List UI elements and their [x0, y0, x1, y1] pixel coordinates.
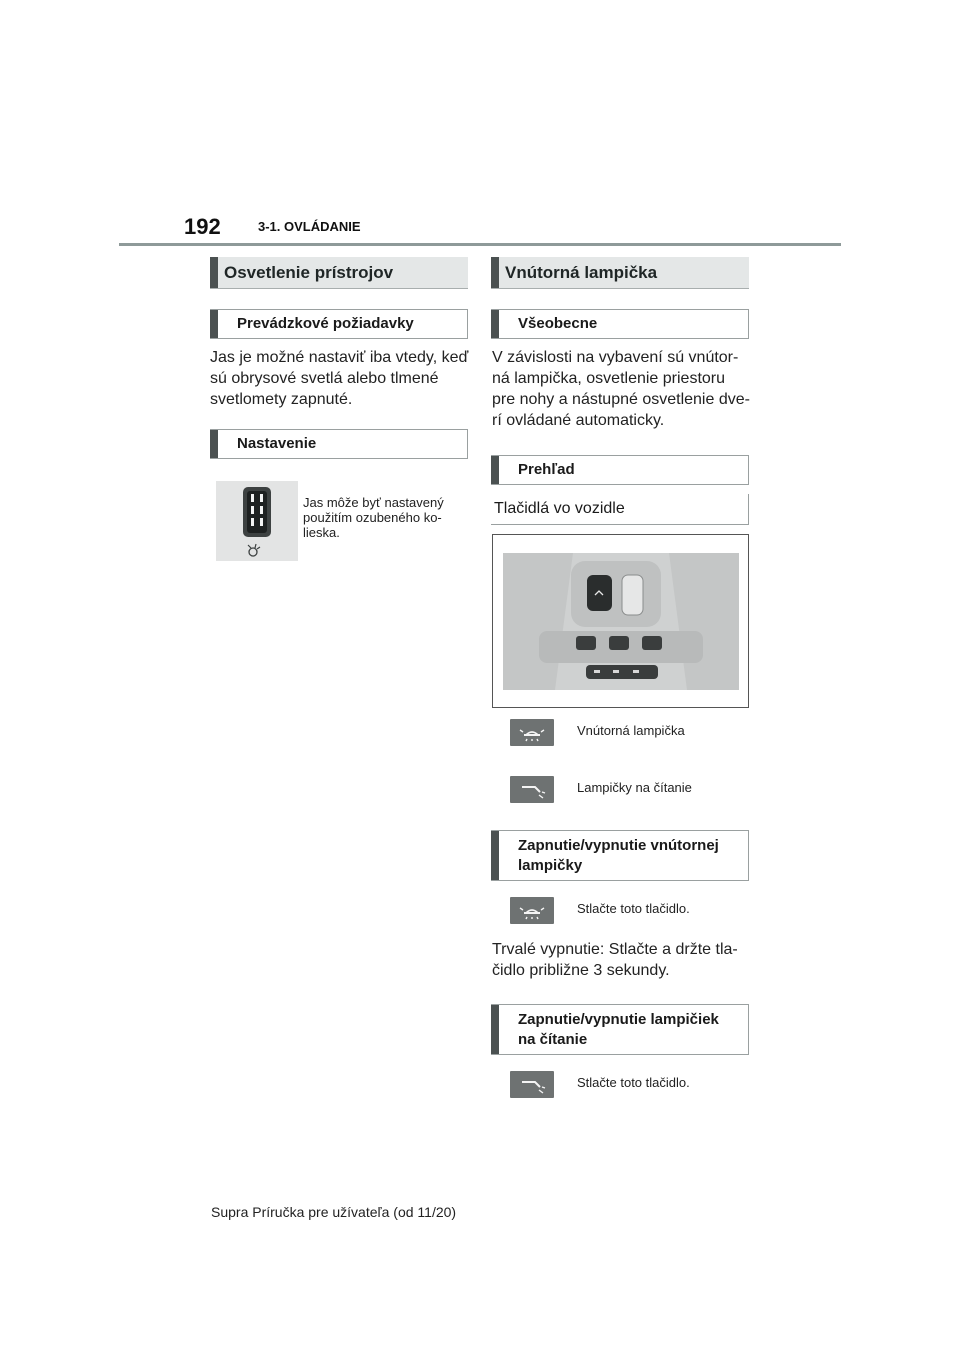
subheading-text: Všeobecne — [518, 315, 598, 332]
permanent-off-paragraph — [492, 939, 754, 981]
interior-light-icon — [510, 719, 554, 746]
paragraph-line: pre nohy a nástupné osvetlenie dve- — [492, 391, 750, 408]
section-label: 3-1. OVLÁDANIE — [258, 219, 361, 234]
footer-text: Supra Príručka pre užívateľa (od 11/20) — [211, 1204, 457, 1220]
subheading-interior-light-toggle — [491, 830, 749, 881]
thumbwheel-icon — [216, 481, 298, 561]
section-title-text: Osvetlenie prístrojov — [224, 262, 394, 282]
subheading-text: na čítanie — [518, 1030, 588, 1048]
description-line: Jas môže byť nastavený — [303, 495, 444, 510]
paragraph-line: Trvalé vypnutie: Stlačte a držte tla- — [492, 941, 738, 958]
reading-light-instruction: Stlačte toto tlačidlo. — [577, 1075, 690, 1090]
page-number: 192 — [184, 214, 221, 239]
subheading-text: lampičky — [518, 856, 583, 874]
header-rule — [119, 243, 841, 246]
paragraph-line: ná lampička, osvetlenie priestoru — [492, 370, 726, 387]
paragraph-line: rí ovládané automaticky. — [492, 412, 665, 429]
subheading-setting — [210, 429, 468, 459]
description-line: lieska. — [303, 525, 340, 540]
subheading-text: Zapnutie/vypnutie lampičiek — [518, 1010, 719, 1028]
section-title-interior-light — [491, 257, 749, 289]
interior-light-icon — [510, 897, 554, 924]
setting-description — [303, 495, 468, 540]
subheading-text: Zapnutie/vypnutie vnútornej — [518, 836, 719, 854]
subheading-text: Nastavenie — [237, 435, 317, 452]
paragraph-line: Jas je možné nastaviť iba vtedy, keď — [210, 349, 469, 366]
reading-light-icon — [510, 776, 554, 803]
subheading-general — [491, 309, 749, 339]
paragraph-line: V závislosti na vybavení sú vnútor- — [492, 349, 739, 366]
legend-label-reading-light: Lampičky na čítanie — [577, 780, 692, 795]
paragraph-line: svetlomety zapnuté. — [210, 391, 353, 408]
subheading-text: Tlačidlá vo vozidle — [494, 500, 625, 517]
legend-label-interior-light: Vnútorná lampička — [577, 723, 685, 738]
interior-light-instruction: Stlačte toto tlačidlo. — [577, 901, 690, 916]
subheading-text: Prehľad — [518, 461, 575, 478]
section-title-instrument-lighting — [210, 257, 468, 289]
subheading-overview — [491, 455, 749, 485]
requirements-paragraph — [210, 347, 472, 410]
section-title-text: Vnútorná lampička — [505, 262, 658, 282]
subheading-requirements — [210, 309, 468, 339]
description-line: použitím ozubeného ko- — [303, 510, 442, 525]
subheading-buttons-in-vehicle — [491, 494, 749, 525]
subheading-reading-lights-toggle — [491, 1004, 749, 1055]
paragraph-line: čidlo približne 3 sekundy. — [492, 962, 670, 979]
paragraph-line: sú obrysové svetlá alebo tlmené — [210, 370, 439, 387]
general-paragraph — [492, 347, 754, 431]
overhead-console-photo — [492, 534, 749, 708]
subheading-text: Prevádzkové požiadavky — [237, 315, 414, 332]
reading-light-icon — [510, 1071, 554, 1098]
